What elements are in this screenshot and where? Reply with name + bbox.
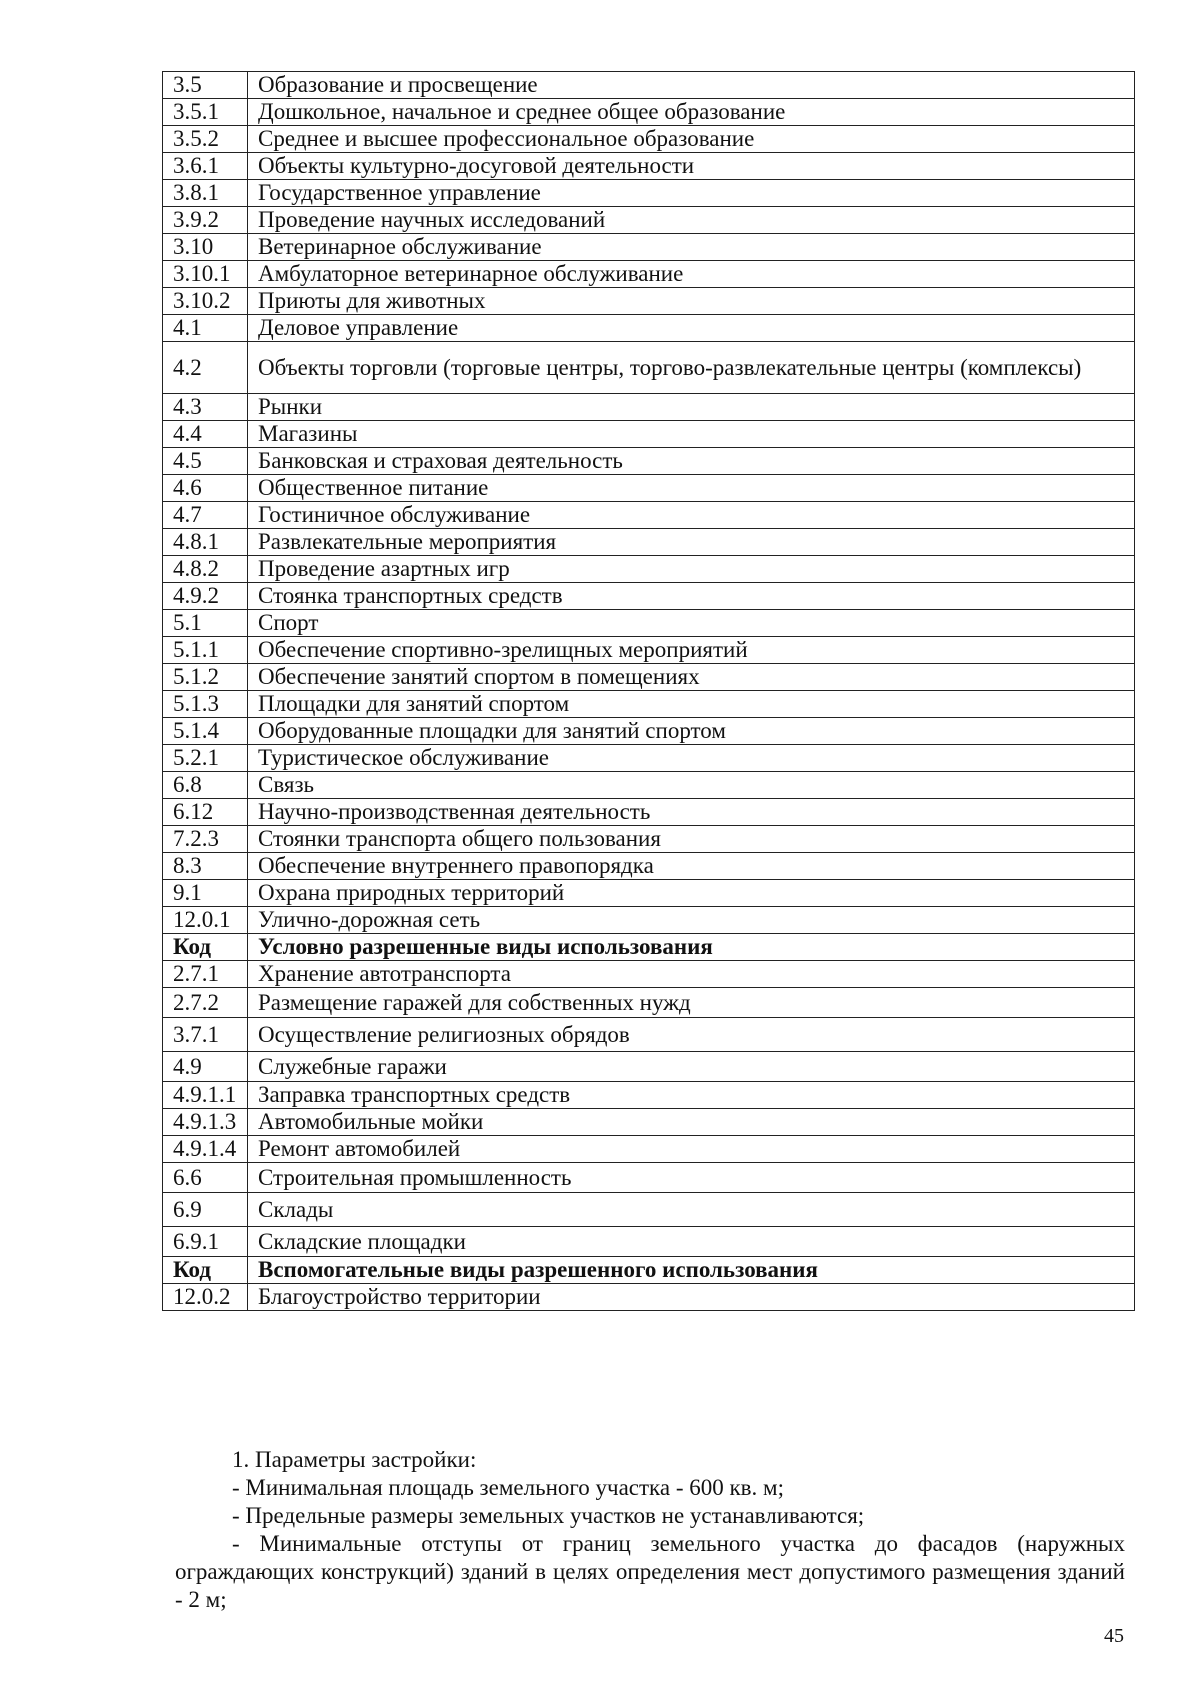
row-code: 4.2 xyxy=(163,342,248,394)
table-row xyxy=(163,1227,1135,1257)
row-name: Площадки для занятий спортом xyxy=(248,691,1135,718)
params-item-size-limits: - Предельные размеры земельных участков не устанавливаются; xyxy=(232,1503,865,1528)
row-code: 12.0.2 xyxy=(163,1284,248,1311)
table-row xyxy=(163,664,1135,691)
table-row xyxy=(163,826,1135,853)
table-row xyxy=(163,180,1135,207)
row-name: Склады xyxy=(248,1193,1135,1227)
row-code: Код xyxy=(163,934,248,961)
row-name: Приюты для животных xyxy=(248,288,1135,315)
table-row xyxy=(163,1136,1135,1163)
row-name: Заправка транспортных средств xyxy=(248,1082,1135,1109)
params-heading: 1. Параметры застройки: xyxy=(232,1447,477,1472)
row-code: 6.9.1 xyxy=(163,1227,248,1257)
row-code: 4.8.1 xyxy=(163,529,248,556)
row-code: 2.7.2 xyxy=(163,988,248,1018)
table-row xyxy=(163,880,1135,907)
table-row xyxy=(163,745,1135,772)
row-code: 5.1.1 xyxy=(163,637,248,664)
row-name: Амбулаторное ветеринарное обслуживание xyxy=(248,261,1135,288)
row-code: 12.0.1 xyxy=(163,907,248,934)
row-code: 3.10.1 xyxy=(163,261,248,288)
table-row xyxy=(163,234,1135,261)
table-row xyxy=(163,1052,1135,1082)
table-section-header-row xyxy=(163,934,1135,961)
row-name: Служебные гаражи xyxy=(248,1052,1135,1082)
row-name: Оборудованные площадки для занятий спортом xyxy=(248,718,1135,745)
row-code: 3.5.2 xyxy=(163,126,248,153)
row-code: 4.4 xyxy=(163,421,248,448)
table-row xyxy=(163,153,1135,180)
table-section-header-row xyxy=(163,1257,1135,1284)
row-code: 6.9 xyxy=(163,1193,248,1227)
row-code: 4.3 xyxy=(163,394,248,421)
table-row xyxy=(163,72,1135,99)
row-code: 3.10.2 xyxy=(163,288,248,315)
row-code: 3.7.1 xyxy=(163,1018,248,1052)
page-number: 45 xyxy=(1104,1625,1124,1647)
row-name: Хранение автотранспорта xyxy=(248,961,1135,988)
row-code: 5.2.1 xyxy=(163,745,248,772)
row-name: Туристическое обслуживание xyxy=(248,745,1135,772)
row-name: Спорт xyxy=(248,610,1135,637)
row-code: 4.9 xyxy=(163,1052,248,1082)
table-row xyxy=(163,1193,1135,1227)
row-code: 4.5 xyxy=(163,448,248,475)
table-row xyxy=(163,961,1135,988)
row-name: Стоянки транспорта общего пользования xyxy=(248,826,1135,853)
table-row xyxy=(163,342,1135,394)
row-name: Банковская и страховая деятельность xyxy=(248,448,1135,475)
table-row xyxy=(163,556,1135,583)
table-row xyxy=(163,207,1135,234)
row-name: Складские площадки xyxy=(248,1227,1135,1257)
row-code: 4.6 xyxy=(163,475,248,502)
table-row xyxy=(163,1082,1135,1109)
row-code: 5.1.2 xyxy=(163,664,248,691)
row-name: Обеспечение спортивно-зрелищных мероприятий xyxy=(248,637,1135,664)
row-code: 4.9.1.4 xyxy=(163,1136,248,1163)
row-code: Код xyxy=(163,1257,248,1284)
table-row xyxy=(163,99,1135,126)
row-name: Научно-производственная деятельность xyxy=(248,799,1135,826)
row-name: Обеспечение внутреннего правопорядка xyxy=(248,853,1135,880)
table-row xyxy=(163,261,1135,288)
params-item-setbacks: - Минимальные отступы от границ земельного участка до фасадов (наружных ограждающих конструкций) зданий в целях определения мест допустимого размещения зданий - 2 м; xyxy=(175,1531,1125,1612)
row-code: 3.5 xyxy=(163,72,248,99)
row-name: Проведение азартных игр xyxy=(248,556,1135,583)
table-row xyxy=(163,315,1135,342)
land-use-table-body xyxy=(163,72,1135,1311)
row-name: Объекты торговли (торговые центры, торгово-развлекательные центры (комплексы) xyxy=(248,342,1135,394)
row-name: Магазины xyxy=(248,421,1135,448)
row-name: Охрана природных территорий xyxy=(248,880,1135,907)
table-row xyxy=(163,799,1135,826)
table-row xyxy=(163,772,1135,799)
building-parameters xyxy=(175,1446,1125,1614)
row-name: Среднее и высшее профессиональное образование xyxy=(248,126,1135,153)
row-name: Рынки xyxy=(248,394,1135,421)
row-code: 9.1 xyxy=(163,880,248,907)
row-name: Стоянка транспортных средств xyxy=(248,583,1135,610)
row-code: 3.9.2 xyxy=(163,207,248,234)
table-row xyxy=(163,421,1135,448)
row-name: Осуществление религиозных обрядов xyxy=(248,1018,1135,1052)
row-name: Автомобильные мойки xyxy=(248,1109,1135,1136)
row-code: 3.5.1 xyxy=(163,99,248,126)
row-code: 3.10 xyxy=(163,234,248,261)
row-code: 2.7.1 xyxy=(163,961,248,988)
row-name: Размещение гаражей для собственных нужд xyxy=(248,988,1135,1018)
row-name: Улично-дорожная сеть xyxy=(248,907,1135,934)
row-code: 8.3 xyxy=(163,853,248,880)
row-name: Образование и просвещение xyxy=(248,72,1135,99)
row-code: 3.6.1 xyxy=(163,153,248,180)
table-row xyxy=(163,394,1135,421)
table-row xyxy=(163,637,1135,664)
table-row xyxy=(163,1284,1135,1311)
row-name: Благоустройство территории xyxy=(248,1284,1135,1311)
row-name: Условно разрешенные виды использования xyxy=(248,934,1135,961)
row-name: Государственное управление xyxy=(248,180,1135,207)
row-code: 4.9.2 xyxy=(163,583,248,610)
row-name: Деловое управление xyxy=(248,315,1135,342)
row-name: Дошкольное, начальное и среднее общее образование xyxy=(248,99,1135,126)
row-code: 4.9.1.1 xyxy=(163,1082,248,1109)
table-row xyxy=(163,1163,1135,1193)
table-row xyxy=(163,988,1135,1018)
row-name: Ремонт автомобилей xyxy=(248,1136,1135,1163)
row-name: Развлекательные мероприятия xyxy=(248,529,1135,556)
table-row xyxy=(163,610,1135,637)
row-name: Связь xyxy=(248,772,1135,799)
table-row xyxy=(163,718,1135,745)
row-name: Объекты культурно-досуговой деятельности xyxy=(248,153,1135,180)
table-row xyxy=(163,583,1135,610)
table-row xyxy=(163,126,1135,153)
row-name: Гостиничное обслуживание xyxy=(248,502,1135,529)
table-row xyxy=(163,1109,1135,1136)
row-code: 5.1.3 xyxy=(163,691,248,718)
table-row xyxy=(163,691,1135,718)
land-use-table xyxy=(162,71,1135,1311)
row-code: 5.1 xyxy=(163,610,248,637)
row-code: 5.1.4 xyxy=(163,718,248,745)
table-row xyxy=(163,288,1135,315)
row-code: 6.6 xyxy=(163,1163,248,1193)
row-name: Проведение научных исследований xyxy=(248,207,1135,234)
row-code: 6.8 xyxy=(163,772,248,799)
table-row xyxy=(163,907,1135,934)
row-name: Общественное питание xyxy=(248,475,1135,502)
row-code: 4.7 xyxy=(163,502,248,529)
row-code: 7.2.3 xyxy=(163,826,248,853)
row-name: Ветеринарное обслуживание xyxy=(248,234,1135,261)
row-name: Вспомогательные виды разрешенного использования xyxy=(248,1257,1135,1284)
table-row xyxy=(163,502,1135,529)
row-name: Обеспечение занятий спортом в помещениях xyxy=(248,664,1135,691)
params-item-min-area: - Минимальная площадь земельного участка - 600 кв. м; xyxy=(232,1475,784,1500)
table-row xyxy=(163,1018,1135,1052)
row-name: Строительная промышленность xyxy=(248,1163,1135,1193)
table-row xyxy=(163,475,1135,502)
table-row xyxy=(163,529,1135,556)
table-row xyxy=(163,448,1135,475)
row-code: 4.1 xyxy=(163,315,248,342)
row-code: 3.8.1 xyxy=(163,180,248,207)
row-code: 4.9.1.3 xyxy=(163,1109,248,1136)
table-row xyxy=(163,853,1135,880)
row-code: 6.12 xyxy=(163,799,248,826)
row-code: 4.8.2 xyxy=(163,556,248,583)
